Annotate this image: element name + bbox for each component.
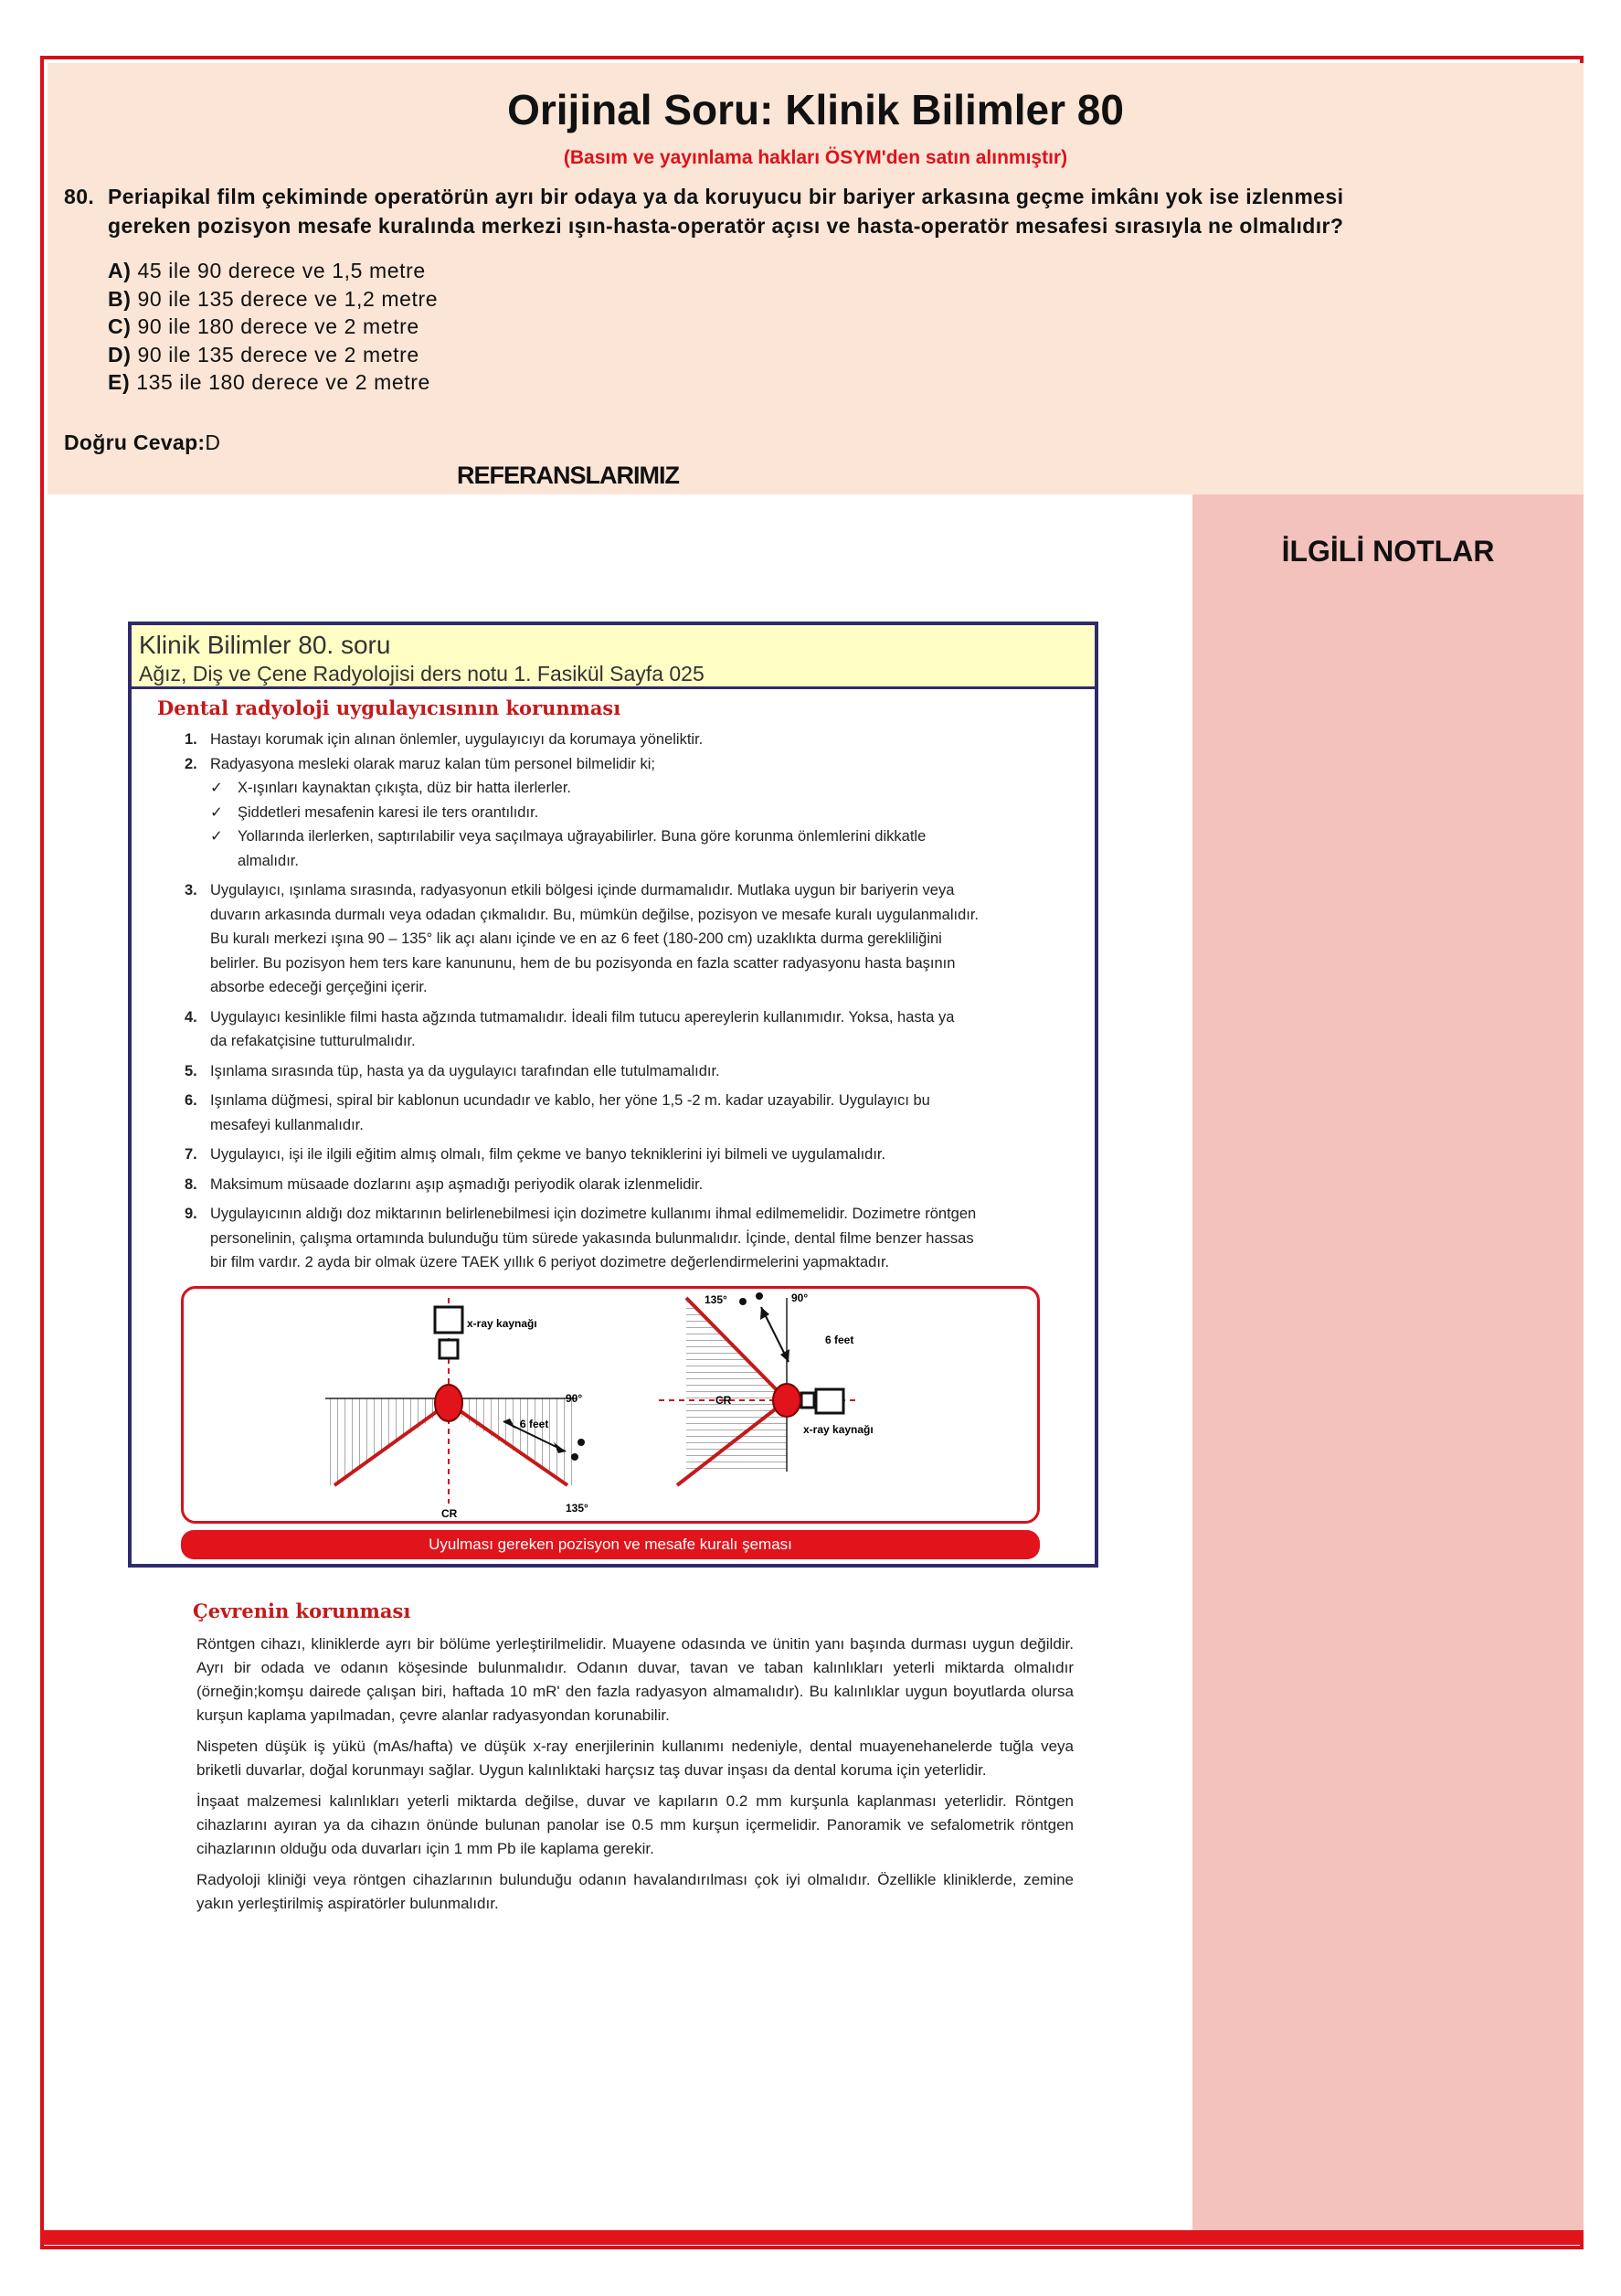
page-title: Orijinal Soru: Klinik Bilimler 80	[507, 86, 1124, 133]
left-diagram	[325, 1298, 588, 1520]
option-d: D) 90 ile 135 derece ve 2 metre	[108, 342, 419, 367]
diagram-svg	[184, 1289, 1037, 1521]
reference-document	[128, 622, 1098, 1568]
left-xray-head	[440, 1340, 458, 1358]
protection-list	[185, 728, 1044, 1275]
answer-label: Doğru Cevap:	[64, 430, 206, 454]
copyright-note: (Basım ve yayınlama hakları ÖSYM'den satın alınmıştır)	[563, 147, 1068, 168]
option-c: C) 90 ile 180 derece ve 2 metre	[108, 314, 419, 338]
right-xray-tube	[816, 1389, 843, 1413]
question-line-1: Periapikal film çekiminde operatörün ayrı bir odaya ya da koruyucu bir bariyer arkasına geçme imkânı yok ise izlenmesi	[108, 185, 1344, 208]
right-6feet-label: 6 feet	[825, 1334, 854, 1346]
question-text	[64, 182, 1563, 240]
sub-item: ✓ Yollarında ilerlerken, saptırılabilir veya saçılmaya uğrayabilirler. Buna göre korunma önlemlerini dikkatle	[185, 824, 1044, 849]
list-item: 8. Maksimum müsaade dozlarını aşıp aşmadığı periyodik olarak izlenmelidir.	[185, 1175, 704, 1193]
option-a: A) 45 ile 90 derece ve 1,5 metre	[108, 259, 426, 282]
references-title: REFERANSLARIMIZ	[457, 462, 679, 489]
environment-protection-section	[193, 1600, 1074, 1923]
left-operator-dot	[571, 1453, 578, 1461]
paragraph: İnşaat malzemesi kalınlıkları yeterli miktarda değilse, duvar ve kapıların 0.2 mm kurşunla kaplanması yeterlidir. Röntgen cihazlarını ayıran ya da cihazın önünde bulunan panolar ise 0.5 mm kurşun içermelidir. Panoramik ve sefalometrik röntgen cihazlarının olduğu oda duvarları için 1 mm Pb ile kaplama gerekir.	[196, 1792, 1074, 1857]
document-title: Klinik Bilimler 80. soru	[139, 631, 391, 659]
list-item: 2. Radyasyona mesleki olarak maruz kalan tüm personel bilmelidir ki;	[185, 755, 655, 772]
paragraph: Röntgen cihazı, kliniklerde ayrı bir bölüme yerleştirilmelidir. Muayene odasında ve ünitin yanı başında durması uygun değildir. Ayrı bir odada ve odanın köşesinde bulunmalıdır. Odanın duvar, tavan ve taban kalınlıkları yeterli miktarda olmalıdır (örneğin;komşu dairede çalışan biri, haftada 10 mR' den fazla radyasyon almamalıdır). Bu kalınlıklar uygun boyutlarda olursa kurşun kaplama yapılmadan, çevre alanlar radyasyondan korunabilir.	[196, 1635, 1074, 1724]
left-hatch-right	[449, 1398, 577, 1485]
left-6feet-label: 6 feet	[520, 1418, 549, 1430]
left-90-label: 90°	[566, 1392, 583, 1405]
sub-item: ✓ X-ışınları kaynaktan çıkışta, düz bir hatta ilerlerler.	[185, 776, 1044, 801]
answer-value: D	[205, 430, 221, 454]
question-line-2: gereken pozisyon mesafe kuralında merkezi ışın-hasta-operatör açısı ve hasta-operatör mesafesi sırasıyla ne olmalıdır?	[108, 214, 1344, 238]
paragraph: Nispeten düşük iş yükü (mAs/hafta) ve düşük x-ray enerjilerinin kullanımı nedeniyle, dental muayenehanelerde tuğla veya briketli duvarlar, doğal korunmayı sağlar. Uygun kalınlıktaki harçsız taş duvar inşası da dental koruma için yeterlidir.	[196, 1738, 1074, 1779]
notes-title: İLGİLİ NOTLAR	[1281, 535, 1495, 568]
right-90-label: 90°	[791, 1292, 809, 1304]
right-135-label: 135°	[705, 1293, 727, 1306]
checkmark-icon: ✓	[210, 780, 223, 796]
position-distance-diagram	[181, 1286, 1040, 1524]
options-list	[108, 257, 438, 397]
document-source: Ağız, Diş ve Çene Radyolojisi ders notu 1. Fasikül Sayfa 025	[139, 662, 705, 686]
sub-item-continued: almalıdır.	[238, 852, 299, 869]
right-operator-dot	[756, 1292, 763, 1300]
list-item: 4. Uygulayıcı kesinlikle filmi hasta ağzında tutmamalıdır. İdeali film tutucu apereylerin kullanımıdır. Yoksa, hasta ya da refakatçisine tutturulmalıdır.	[185, 1008, 955, 1049]
right-operator-dot	[739, 1298, 747, 1305]
list-item: 3. Uygulayıcı, ışınlama sırasında, radyasyonun etkili bölgesi içinde durmamalıdır. Mutlaka uygun bir bariyerin veya duvarın arkasında durmalı veya odadan çıkmalıdır. Bu, mümkün değilse, pozisyon ve mesafe kuralı uygulanmalıdır. Bu kuralı merkezi ışına 90 – 135° lik açı alanı içinde ve en az 6 feet (180-200 cm) uzaklıkta durma gerekliliğini belirler. Bu pozisyon hem ters kare kanununu, hem de bu pozisyonda en fazla scatter radyasyonu hasta başının absorbe edeceği gerçeğini içerir.	[185, 882, 980, 995]
checkmark-icon: ✓	[210, 828, 223, 845]
related-notes-column	[1192, 494, 1584, 2231]
list-item: 7. Uygulayıcı, işi ile ilgili eğitim almış olmalı, film çekme ve banyo tekniklerini iyi bilmeli ve uygulamalıdır.	[185, 1146, 886, 1163]
document-header	[132, 625, 1095, 689]
question-header	[48, 63, 1584, 494]
left-hatch-left	[325, 1398, 449, 1485]
section-title-environment: Çevrenin korunması	[193, 1600, 411, 1622]
question-number: 80.	[64, 185, 95, 208]
right-cr-label: CR	[715, 1394, 732, 1407]
checkmark-icon: ✓	[210, 803, 223, 821]
correct-answer	[64, 430, 220, 455]
left-operator-dot	[577, 1439, 585, 1446]
option-b: B) 90 ile 135 derece ve 1,2 metre	[108, 286, 439, 311]
sub-item: ✓ Şiddetleri mesafenin karesi ile ters orantılıdır.	[185, 801, 1044, 825]
right-xray-label: x-ray kaynağı	[803, 1423, 874, 1436]
right-diagram	[659, 1292, 874, 1485]
bottom-red-bar	[40, 2230, 1584, 2245]
paragraph: Radyoloji kliniği veya röntgen cihazlarının bulunduğu odanın havalandırılması çok iyi olmalıdır. Özellikle kliniklerde, zemine yakın yerleştirilmiş aspiratörler bulunmalıdır.	[196, 1871, 1074, 1912]
left-135-label: 135°	[566, 1502, 588, 1515]
list-item: 1. Hastayı korumak için alınan önlemler, uygulayıcıyı da korumaya yöneliktir.	[185, 731, 704, 748]
left-xray-label: x-ray kaynağı	[467, 1317, 537, 1330]
option-e: E) 135 ile 180 derece ve 2 metre	[108, 370, 430, 394]
right-xray-head	[801, 1393, 814, 1408]
section-title-operator-protection: Dental radyoloji uygulayıcısının korunması	[157, 696, 621, 719]
right-patient-head-icon	[773, 1384, 800, 1417]
left-cr-label: CR	[441, 1507, 458, 1520]
left-patient-head-icon	[435, 1385, 462, 1421]
diagram-caption: Uyulması gereken pozisyon ve mesafe kuralı şeması	[181, 1530, 1040, 1559]
list-item: 6. Işınlama düğmesi, spiral bir kablonun ucundadır ve kablo, her yöne 1,5 -2 m. kadar uzayabilir. Uygulayıcı bu mesafeyi kullanmalıdır.	[185, 1092, 930, 1133]
list-item: 9. Uygulayıcının aldığı doz miktarının belirlenebilmesi için dozimetre kullanımı ihmal edilmemelidir. Dozimetre röntgen personelinin, çalışma ortamında bulunduğu tüm sürede yakasında bulunmalıdır. İçinde, dental filme benzer hassas bir film vardır. 2 ayda bir olmak üzere TAEK yıllık 6 periyot dozimetre değerlendirmelerini yapmaktadır.	[185, 1206, 977, 1270]
left-xray-tube	[435, 1307, 462, 1333]
list-item: 5. Işınlama sırasında tüp, hasta ya da uygulayıcı tarafından elle tutulmamalıdır.	[185, 1062, 720, 1079]
